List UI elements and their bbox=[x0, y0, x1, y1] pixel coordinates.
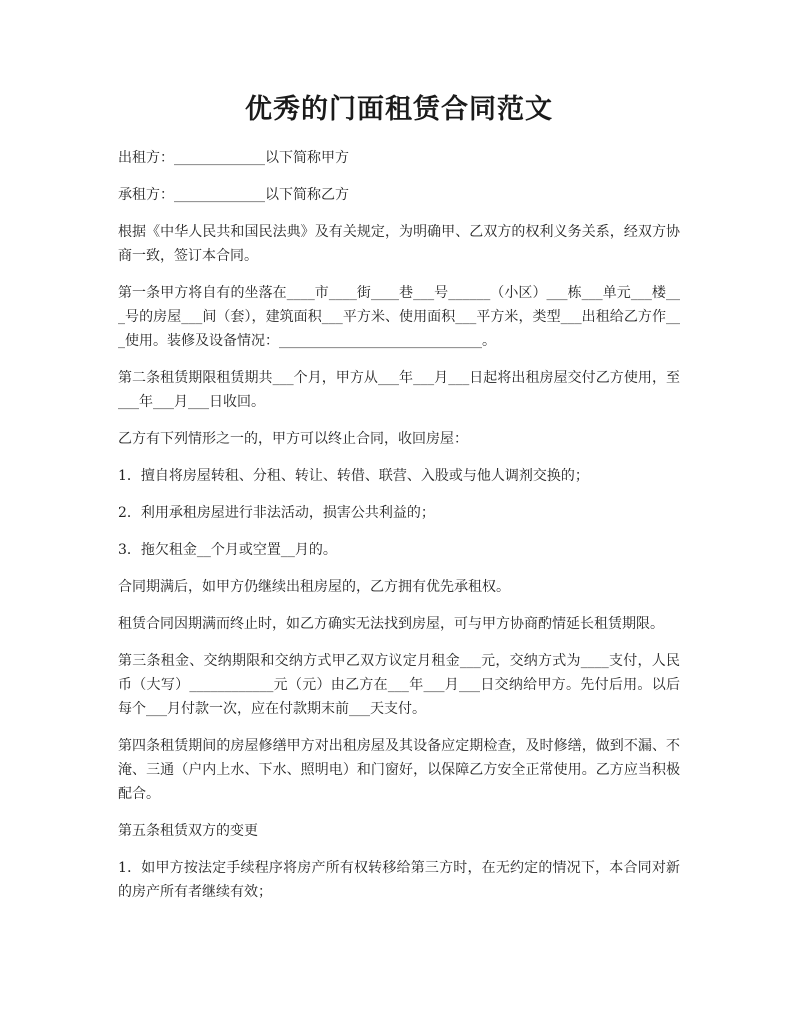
paragraph-termination-intro: 乙方有下列情形之一的，甲方可以终止合同，收回房屋： bbox=[118, 431, 468, 447]
paragraph-extension: 租赁合同因期满而终止时，如乙方确实无法找到房屋，可与甲方协商酌情延长租赁期限。 bbox=[118, 616, 664, 632]
paragraph-article-2: 第二条租赁期限租赁期共___个月，甲方从___年___月___日起将出租房屋交付乙方使用，至___年___月___日收回。 bbox=[118, 370, 680, 410]
paragraph-termination-item-1: 1．擅自将房屋转租、分租、转让、转借、联营、入股或与他人调剂交换的； bbox=[118, 468, 589, 484]
document-title: 优秀的门面租赁合同范文 bbox=[245, 94, 553, 125]
document-page bbox=[118, 90, 680, 917]
paragraph-article-1: 第一条甲方将自有的坐落在____市____街____巷___号______（小区）___栋___单元___楼___号的房屋___间（套），建筑面积___平方米、使用面积___平方米，类型___出租给乙方作___使用。装修及设备情况：_____________________________。 bbox=[118, 285, 680, 349]
paragraph-termination-item-2: 2．利用承租房屋进行非法活动，损害公共利益的； bbox=[118, 505, 435, 521]
paragraph-article-5-item-1: 1．如甲方按法定手续程序将房产所有权转移给第三方时，在无约定的情况下，本合同对新的房产所有者继续有效； bbox=[118, 860, 680, 900]
paragraph-preamble: 根据《中华人民共和国民法典》及有关规定，为明确甲、乙双方的权利义务关系，经双方协商一致，签订本合同。 bbox=[118, 224, 680, 264]
paragraph-termination-item-3: 3．拖欠租金__个月或空置__月的。 bbox=[118, 542, 337, 558]
paragraph-article-5-heading: 第五条租赁双方的变更 bbox=[118, 823, 258, 839]
paragraph-article-4: 第四条租赁期间的房屋修缮甲方对出租房屋及其设备应定期检查，及时修缮，做到不漏、不淹、三通（户内上水、下水、照明电）和门窗好，以保障乙方安全正常使用。乙方应当积极配合。 bbox=[118, 738, 680, 802]
paragraph-priority-lease: 合同期满后，如甲方仍继续出租房屋的，乙方拥有优先承租权。 bbox=[118, 579, 510, 595]
paragraph-lessor: 出租方：_____________以下简称甲方 bbox=[118, 150, 349, 166]
paragraph-article-3: 第三条租金、交纳期限和交纳方式甲乙双方议定月租金___元，交纳方式为____支付，人民币（大写）____________元（元）由乙方在___年___月___日交纳给甲方。先付后用。以后每个___月付款一次，应在付款期末前___天支付。 bbox=[118, 653, 680, 717]
paragraph-lessee: 承租方：_____________以下简称乙方 bbox=[118, 187, 349, 203]
